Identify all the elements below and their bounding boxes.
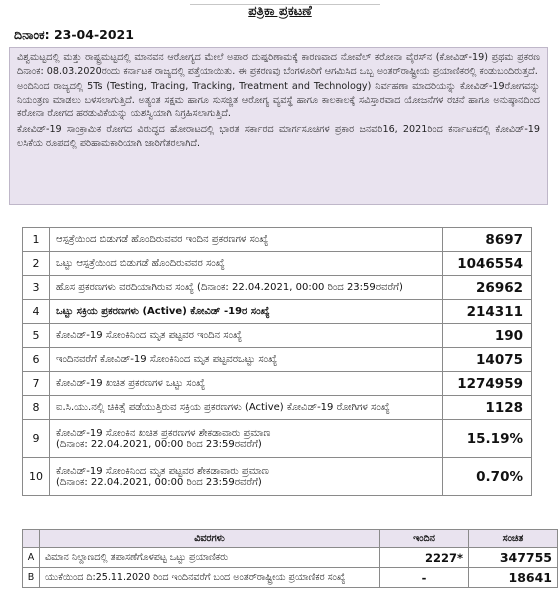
row-label-cell xyxy=(50,420,443,458)
covid-stats-table xyxy=(22,227,532,496)
row-value: 214311 xyxy=(443,300,532,324)
table-row xyxy=(23,252,532,276)
row-value: 190 xyxy=(443,324,532,348)
date-label: ದಿನಾಂಕ: xyxy=(14,27,50,42)
intro-text-box xyxy=(9,47,548,205)
table-row xyxy=(23,548,558,568)
row-number: 1 xyxy=(23,228,50,252)
row-number: 5 xyxy=(23,324,50,348)
row-label-date: (ದಿನಾಂಕ: 22.04.2021, 00:00 ರಿಂದ 23:59ರವರೆಗೆ) xyxy=(56,438,262,450)
table-row xyxy=(23,458,532,496)
table-row xyxy=(23,324,532,348)
row-value: 15.19% xyxy=(443,420,532,458)
row-value: 1046554 xyxy=(443,252,532,276)
row-label: ಕೋವಿಡ್-19 ಸೋಂಕಿನಿಂದ ಮೃತ ಪಟ್ಟವರ ಇಂದಿನ ಸಂಖ್ಯೆ xyxy=(50,324,443,348)
table-row xyxy=(23,420,532,458)
header-today: ಇಂದಿನ xyxy=(380,530,469,548)
table-row xyxy=(23,300,532,324)
row-label-cell xyxy=(50,458,443,496)
row-label: ಹೊಸ ಪ್ರಕರಣಗಳು ವರದಿಯಾಗಿರುವ ಸಂಖ್ಯೆ (ದಿನಾಂಕ: 22.04.2021, 00:00 ರಿಂದ 23:59ರವರೆಗೆ) xyxy=(50,276,443,300)
press-release-title: ಪತ್ರಿಕಾ ಪ್ರಕಟಣೆ xyxy=(248,4,312,19)
row-number: 10 xyxy=(23,458,50,496)
row-number: 2 xyxy=(23,252,50,276)
row-value: 26962 xyxy=(443,276,532,300)
row-number: 3 xyxy=(23,276,50,300)
intro-paragraph: ಅಂದಿನಿಂದ ರಾಜ್ಯದಲ್ಲಿ 5Ts (Testing, Tracing, Tracking, Treatment and Technology) ನಿರ್ವಹಣಾ ಮಾದರಿಯನ್ನು ಕೋವಿಡ್-19ರೋಗವನ್ನು ನಿಯಂತ್ರಣ ಮಾಡಲು ಬಳಸಲಾಗುತ್ತಿದೆ. ಅತ್ಯಂತ ಸಕ್ಷಮ ಹಾಗೂ ಸುಸಜ್ಜಿತ ಆರೋಗ್ಯ ವ್ಯವಸ್ಥೆ ಹಾಗೂ ಕಾಲಕಾಲಕ್ಕೆ ಸವಿಸ್ತಾರವಾದ ಯೋಜನೆಗಳ ರಚನೆ ಹಾಗೂ ಅನುಷ್ಠಾನದಿಂದ ಕರೋನಾ ರೋಗದ ಹರಡುವಿಕೆಯನ್ನು ಯಶಸ್ವಿಯಾಗಿ ನಿಗ್ರಹಿಸಲಾಗುತ್ತಿದೆ. xyxy=(17,81,540,120)
release-date xyxy=(14,27,134,43)
row-label: ಕೋವಿಡ್-19 ಸೋಂಕಿನಿಂದ ಮೃತ ಪಟ್ಟವರ ಶೇಕಡಾವಾರು ಪ್ರಮಾಣ xyxy=(56,465,269,477)
row-number: 9 xyxy=(23,420,50,458)
intro-paragraph: ವಿಶ್ವಮಟ್ಟದಲ್ಲಿ ಮತ್ತು ರಾಷ್ಟ್ರಮಟ್ಟದಲ್ಲಿ ಮಾನವನ ಆರೋಗ್ಯದ ಮೇಲೆ ಅಪಾರ ದುಷ್ಪರಿಣಾಮಕ್ಕೆ ಕಾರಣವಾದ ನೋವೆಲ್ ಕರೋನಾ ವೈರಸ್‌ನ (ಕೋವಿಡ್-19) ಪ್ರಥಮ ಪ್ರಕರಣ ದಿನಾಂಕ: 08.03.2020ರಂದು ಕರ್ನಾಟಕ ರಾಜ್ಯದಲ್ಲಿ ಪತ್ತೆಯಾಯಿತು. ಈ ಪ್ರಕರಣವು ಬೆಂಗಳೂರಿಗೆ ಆಗಮಿಸಿದ ಒಬ್ಬ ಅಂತರ್‌ರಾಷ್ಟ್ರೀಯ ಪ್ರಯಾಣಿಕರಲ್ಲಿ ಕಂಡುಬಂದಿರುತ್ತದೆ. xyxy=(17,52,540,77)
row-value: 0.70% xyxy=(443,458,532,496)
row-cumulative: 347755 xyxy=(469,548,558,568)
row-label: ಆಸ್ಪತ್ರೆಯಿಂದ ಬಿಡುಗಡೆ ಹೊಂದಿರುವವರ ಇಂದಿನ ಪ್ರಕರಣಗಳ ಸಂಖ್ಯೆ xyxy=(50,228,443,252)
table-row xyxy=(23,396,532,420)
row-today: - xyxy=(380,568,469,588)
header-cumulative: ಸಂಚಿತ xyxy=(469,530,558,548)
row-number: 6 xyxy=(23,348,50,372)
date-value: 23-04-2021 xyxy=(53,27,134,42)
row-code: B xyxy=(23,568,40,588)
header-details: ವಿವರಗಳು xyxy=(40,530,380,548)
row-label: ಯುಕೆಯಿಂದ ದಿ:25.11.2020 ರಿಂದ ಇಂದಿನವರೆಗೆ ಬಂದ ಅಂತರ್‌ರಾಷ್ಟ್ರೀಯ ಪ್ರಯಾಣಿಕರ ಸಂಖ್ಯೆ xyxy=(40,568,380,588)
row-value: 8697 xyxy=(443,228,532,252)
row-label: ಒಟ್ಟು ಆಸ್ಪತ್ರೆಯಿಂದ ಬಿಡುಗಡೆ ಹೊಂದಿರುವವರ ಸಂಖ್ಯೆ xyxy=(50,252,443,276)
row-label: ಕೋವಿಡ್-19 ಸೋಂಕಿನ ಖಚಿತ ಪ್ರಕರಣಗಳ ಶೇಕಡಾವಾರು ಪ್ರಮಾಣ xyxy=(56,427,271,439)
row-number: 8 xyxy=(23,396,50,420)
row-value: 1274959 xyxy=(443,372,532,396)
row-label: ಒಟ್ಟು ಸಕ್ರಿಯ ಪ್ರಕರಣಗಳು (Active) ಕೋವಿಡ್ -19ರ ಸಂಖ್ಯೆ xyxy=(50,300,443,324)
intro-paragraph: ಕೋವಿಡ್-19 ಸಾಂಕ್ರಾಮಿಕ ರೋಗದ ವಿರುದ್ಧದ ಹೋರಾಟದಲ್ಲಿ ಭಾರತ ಸರ್ಕಾರದ ಮಾರ್ಗಸೂಚಿಗಳ ಪ್ರಕಾರ ಜನವರಿ16, 2021ರಿಂದ ಕರ್ನಾಟಕದಲ್ಲಿ ಕೋವಿಡ್-19 ಲಸಿಕೆಯ ರೂಪದಲ್ಲಿ ಪರಿಹಾಮಕಾರಿಯಾಗಿ ಜಾರಿಗೆತರಲಾಗಿದೆ. xyxy=(17,123,540,149)
row-number: 4 xyxy=(23,300,50,324)
row-value: 1128 xyxy=(443,396,532,420)
row-label: ಐ.ಸಿ.ಯು.ನಲ್ಲಿ ಚಿಕಿತ್ಸೆ ಪಡೆಯುತ್ತಿರುವ ಸಕ್ರಿಯ ಪ್ರಕರಣಗಳು (Active) ಕೋವಿಡ್-19 ರೋಗಿಗಳ ಸಂಖ್ಯೆ xyxy=(50,396,443,420)
table-row xyxy=(23,568,558,588)
table-row xyxy=(23,348,532,372)
row-value: 14075 xyxy=(443,348,532,372)
row-number: 7 xyxy=(23,372,50,396)
row-code: A xyxy=(23,548,40,568)
table-row xyxy=(23,372,532,396)
table-header-row xyxy=(23,530,558,548)
table-row xyxy=(23,228,532,252)
row-label: ಇಂದಿನವರೆಗೆ ಕೋವಿಡ್-19 ಸೋಂಕಿನಿಂದ ಮೃತ ಪಟ್ಟವರಒಟ್ಟು ಸಂಖ್ಯೆ xyxy=(50,348,443,372)
row-label-date: (ದಿನಾಂಕ: 22.04.2021, 00:00 ರಿಂದ 23:59ರವರೆಗೆ) xyxy=(56,476,262,488)
row-cumulative: 18641 xyxy=(469,568,558,588)
header-code xyxy=(23,530,40,548)
row-label: ವಿಮಾನ ನಿಲ್ದಾಣದಲ್ಲಿ ತಪಾಸಣೆಗೊಳಪಟ್ಟ ಒಟ್ಟು ಪ್ರಯಾಣಿಕರು xyxy=(40,548,380,568)
traveller-screening-table xyxy=(22,529,558,588)
table-row xyxy=(23,276,532,300)
row-today: 2227* xyxy=(380,548,469,568)
row-label: ಕೋವಿಡ್-19 ಖಚಿತ ಪ್ರಕರಣಗಳ ಒಟ್ಟು ಸಂಖ್ಯೆ xyxy=(50,372,443,396)
